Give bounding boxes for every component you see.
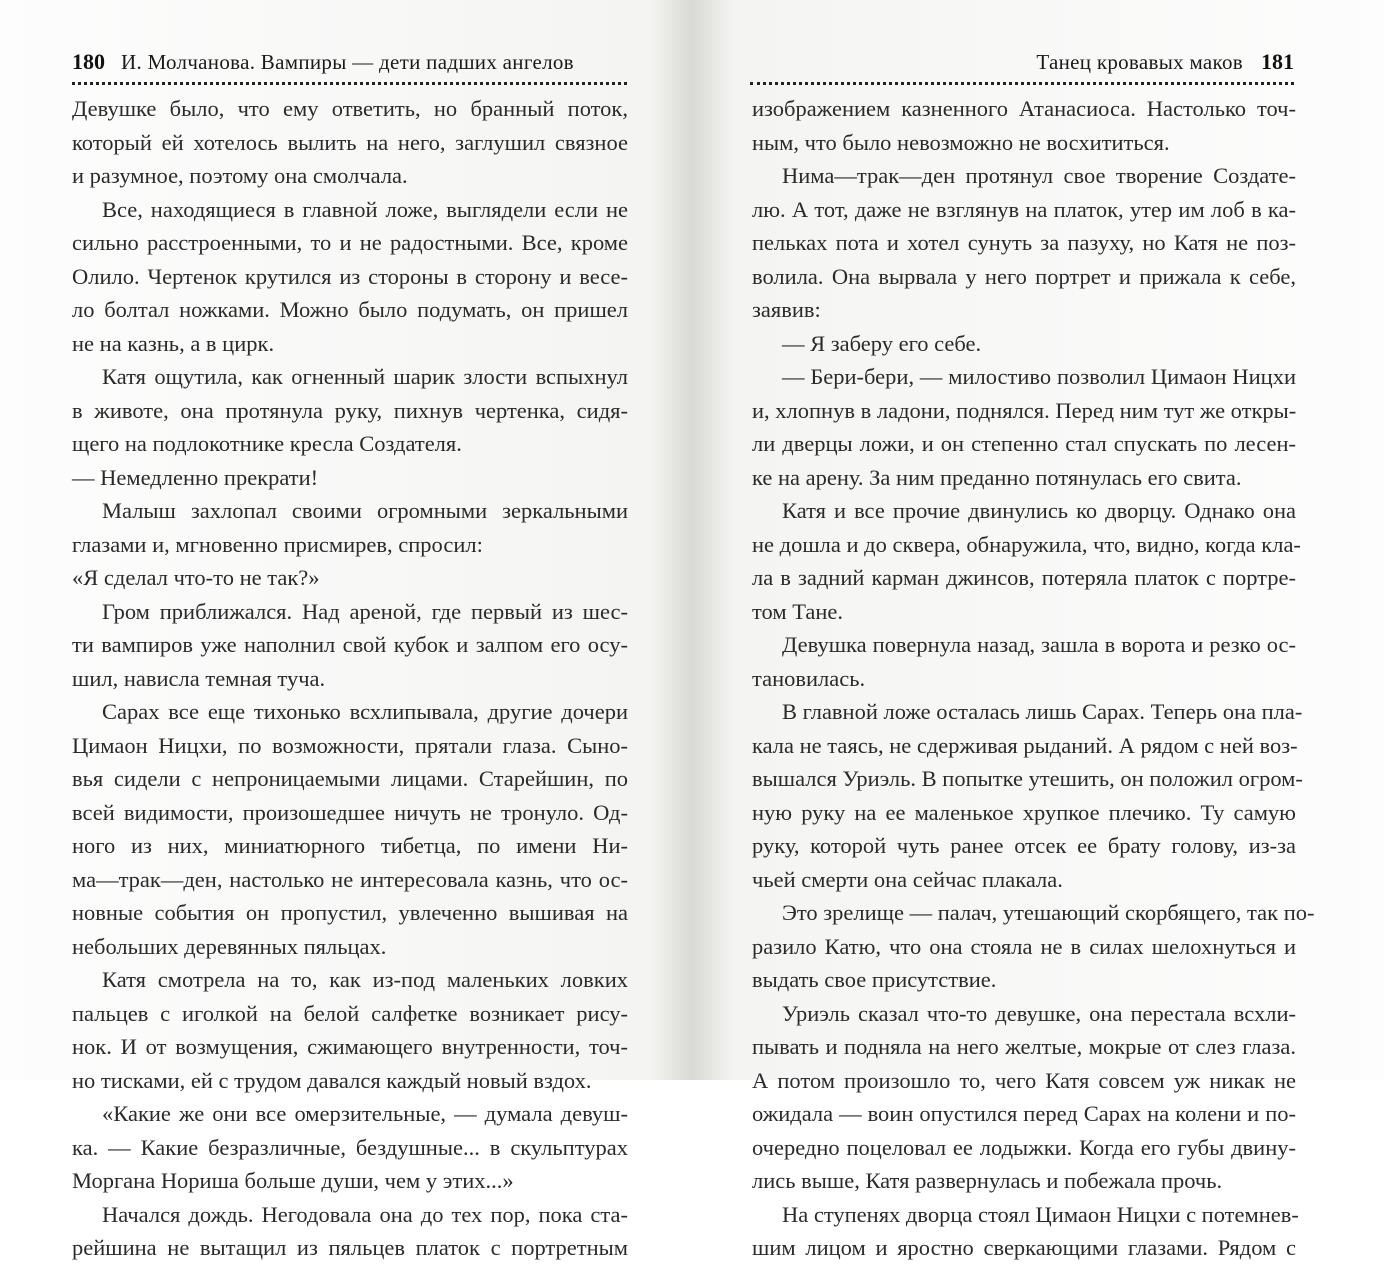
text-line: Девушке было, что ему ответить, но бранный поток,: [72, 96, 628, 121]
text-line: выдать свое присутствие.: [752, 967, 997, 992]
text-line: но тисками, ей с трудом давался каждый новый вздох.: [72, 1067, 592, 1093]
text-line: ным, что было невозможно не восхититься.: [752, 129, 1170, 155]
text-line: очередно поцеловал ее лодыжки. Когда его губы двину-: [752, 1134, 1296, 1160]
text-line: рейшина не вытащил из пяльцев платок с портретным: [72, 1235, 628, 1260]
text-line: изображением казненного Атанасиоса. Настолько точ-: [752, 96, 1296, 121]
text-line: разило Катю, что она стояла не в силах шелохнуться и: [752, 933, 1296, 959]
text-line: не дошла и до сквера, обнаружила, что, видно, когда кла-: [752, 531, 1301, 557]
text-line: Катя ощутила, как огненный шарик злости вспыхнул: [102, 364, 628, 389]
running-title: Танец кровавых маков: [1036, 49, 1243, 74]
text-line: шим лицом и яростно сверкающими глазами. Рядом с: [752, 1235, 1296, 1260]
text-line: пывать и подняла на него желтые, мокрые от слез глаза.: [752, 1034, 1296, 1059]
text-line: Цимаон Ницхи, по возможности, прятали глаза. Сыно-: [72, 732, 628, 758]
text-line: ти вампиров уже наполнил свой кубок и залпом его осу-: [72, 632, 628, 657]
text-line: заявив:: [752, 297, 821, 322]
text-line: Катя и все прочие двинулись ко дворцу. Однако она: [782, 498, 1296, 523]
text-line: и разумное, поэтому она смолчала.: [72, 163, 408, 188]
text-line: и, хлопнув в ладони, поднялся. Перед ним тут же откры-: [752, 397, 1297, 423]
text-line: не на казнь, а в цирк.: [72, 330, 275, 356]
text-line: руку, которой чуть ранее отсек ее брату голову, из-за: [752, 833, 1296, 858]
text-line: чьей смерти она сейчас плакала.: [752, 866, 1063, 892]
text-line: вья сидели с непроницаемыми лицами. Старейшин, по: [72, 766, 628, 791]
text-line: тановилась.: [752, 665, 866, 691]
text-line: всей видимости, произошедшее ничуть не тронуло. Од-: [72, 799, 628, 825]
text-line: лись выше, Катя развернулась и побежала прочь.: [752, 1168, 1223, 1193]
text-line: лю. А тот, даже не взглянув на платок, утер им лоб в ка-: [752, 196, 1296, 222]
text-line: Начался дождь. Негодовала она до тех пор, пока ста-: [102, 1201, 628, 1227]
text-line: На ступенях дворца стоял Цимаон Ницхи с потемнев-: [782, 1201, 1299, 1227]
text-line: Уриэль сказал что-то девушке, она перестала всхли-: [782, 1000, 1296, 1026]
text-line: — Я заберу его себе.: [782, 330, 982, 356]
text-line: Нима—трак—ден протянул свое творение Создате-: [782, 163, 1296, 188]
right-page-header: [750, 42, 1294, 85]
text-line: ную руку на ее маленькое хрупкое плечико. Ту самую: [752, 799, 1296, 825]
text-line: волила. Она вырвала у него портрет и прижала к себе,: [752, 263, 1296, 289]
text-line: новные события он пропустил, увлеченно вышивая на: [72, 900, 628, 925]
text-line: сильно расстроенными, то и не радостными. Все, кроме: [72, 230, 628, 255]
text-line: пальцев с иголкой на белой салфетке возникает рису-: [72, 1000, 628, 1026]
text-line: Все, находящиеся в главной ложе, выглядели если не: [102, 196, 628, 222]
text-line: вышался Уриэль. В попытке утешить, он положил огром-: [752, 766, 1303, 791]
text-line: Катя смотрела на то, как из-под маленьких ловких: [102, 967, 628, 992]
left-page-header: [72, 42, 627, 85]
text-line: — Бери-бери, — милостиво позволил Цимаон Ницхи: [782, 364, 1296, 389]
text-line: — Немедленно прекрати!: [72, 464, 319, 490]
text-line: Это зрелище — палач, утешающий скорбящего, так по-: [782, 900, 1315, 925]
text-line: Девушка повернула назад, зашла в ворота и резко ос-: [782, 632, 1296, 657]
text-line: Сарах все еще тихонько всхлипывала, другие дочери: [102, 699, 628, 724]
text-line: щего на подлокотнике кресла Создателя.: [72, 431, 462, 456]
text-line: ло болтал ножками. Можно было подумать, он пришел: [72, 297, 628, 322]
text-line: который ей хотелось вылить на него, заглушил связное: [72, 129, 628, 155]
text-line: глазами и, мгновенно присмирев, спросил:: [72, 531, 483, 557]
text-line: Моргана Нориша больше души, чем у этих...»: [72, 1168, 514, 1193]
text-line: небольших деревянных пяльцах.: [72, 933, 387, 959]
text-line: ла в задний карман джинсов, потеряла платок с портре-: [752, 565, 1296, 590]
text-line: А потом произошло то, чего Катя совсем уж никак не: [752, 1067, 1296, 1093]
text-line: ке на арену. За ним преданно потянулась его свита.: [752, 464, 1242, 490]
text-line: В главной ложе осталась лишь Сарах. Теперь она пла-: [782, 699, 1303, 724]
text-line: кала не таясь, не сдерживая рыданий. А рядом с ней воз-: [752, 732, 1298, 758]
text-line: ли дверцы ложи, и он степенно стал спускать по лесен-: [752, 431, 1296, 456]
text-line: «Какие же они все омерзительные, — думала девуш-: [102, 1101, 628, 1126]
text-line: Олило. Чертенок крутился из стороны в сторону и весе-: [72, 263, 628, 289]
text-line: в животе, она протянула руку, пихнув чертенка, сидя-: [72, 397, 628, 423]
text-line: нок. И от возмущения, сжимающего внутренности, точ-: [72, 1034, 628, 1059]
page-number: 181: [1261, 49, 1294, 74]
left-page-text: [72, 92, 628, 1265]
page-number: 180: [72, 49, 105, 74]
right-page-text: [752, 92, 1315, 1265]
running-title: И. Молчанова. Вампиры — дети падших ангелов: [121, 49, 574, 74]
text-line: пельках пота и хотел сунуть за пазуху, но Катя не поз-: [752, 230, 1296, 255]
text-line: том Тане.: [752, 598, 844, 624]
text-line: шил, нависла темная туча.: [72, 665, 326, 691]
text-line: ка. — Какие безразличные, бездушные... в скульптурах: [72, 1134, 628, 1160]
text-line: «Я сделал что-то не так?»: [72, 565, 320, 590]
text-line: Гром приближался. Над ареной, где первый из шес-: [102, 598, 628, 624]
text-line: ного из них, миниатюрного тибетца, по имени Ни-: [72, 833, 628, 858]
text-line: ожидала — воин опустился перед Сарах на колени и по-: [752, 1101, 1296, 1126]
text-line: ма—трак—ден, настолько не интересовала казнь, что ос-: [72, 866, 628, 892]
text-line: Малыш захлопал своими огромными зеркальными: [102, 498, 628, 523]
